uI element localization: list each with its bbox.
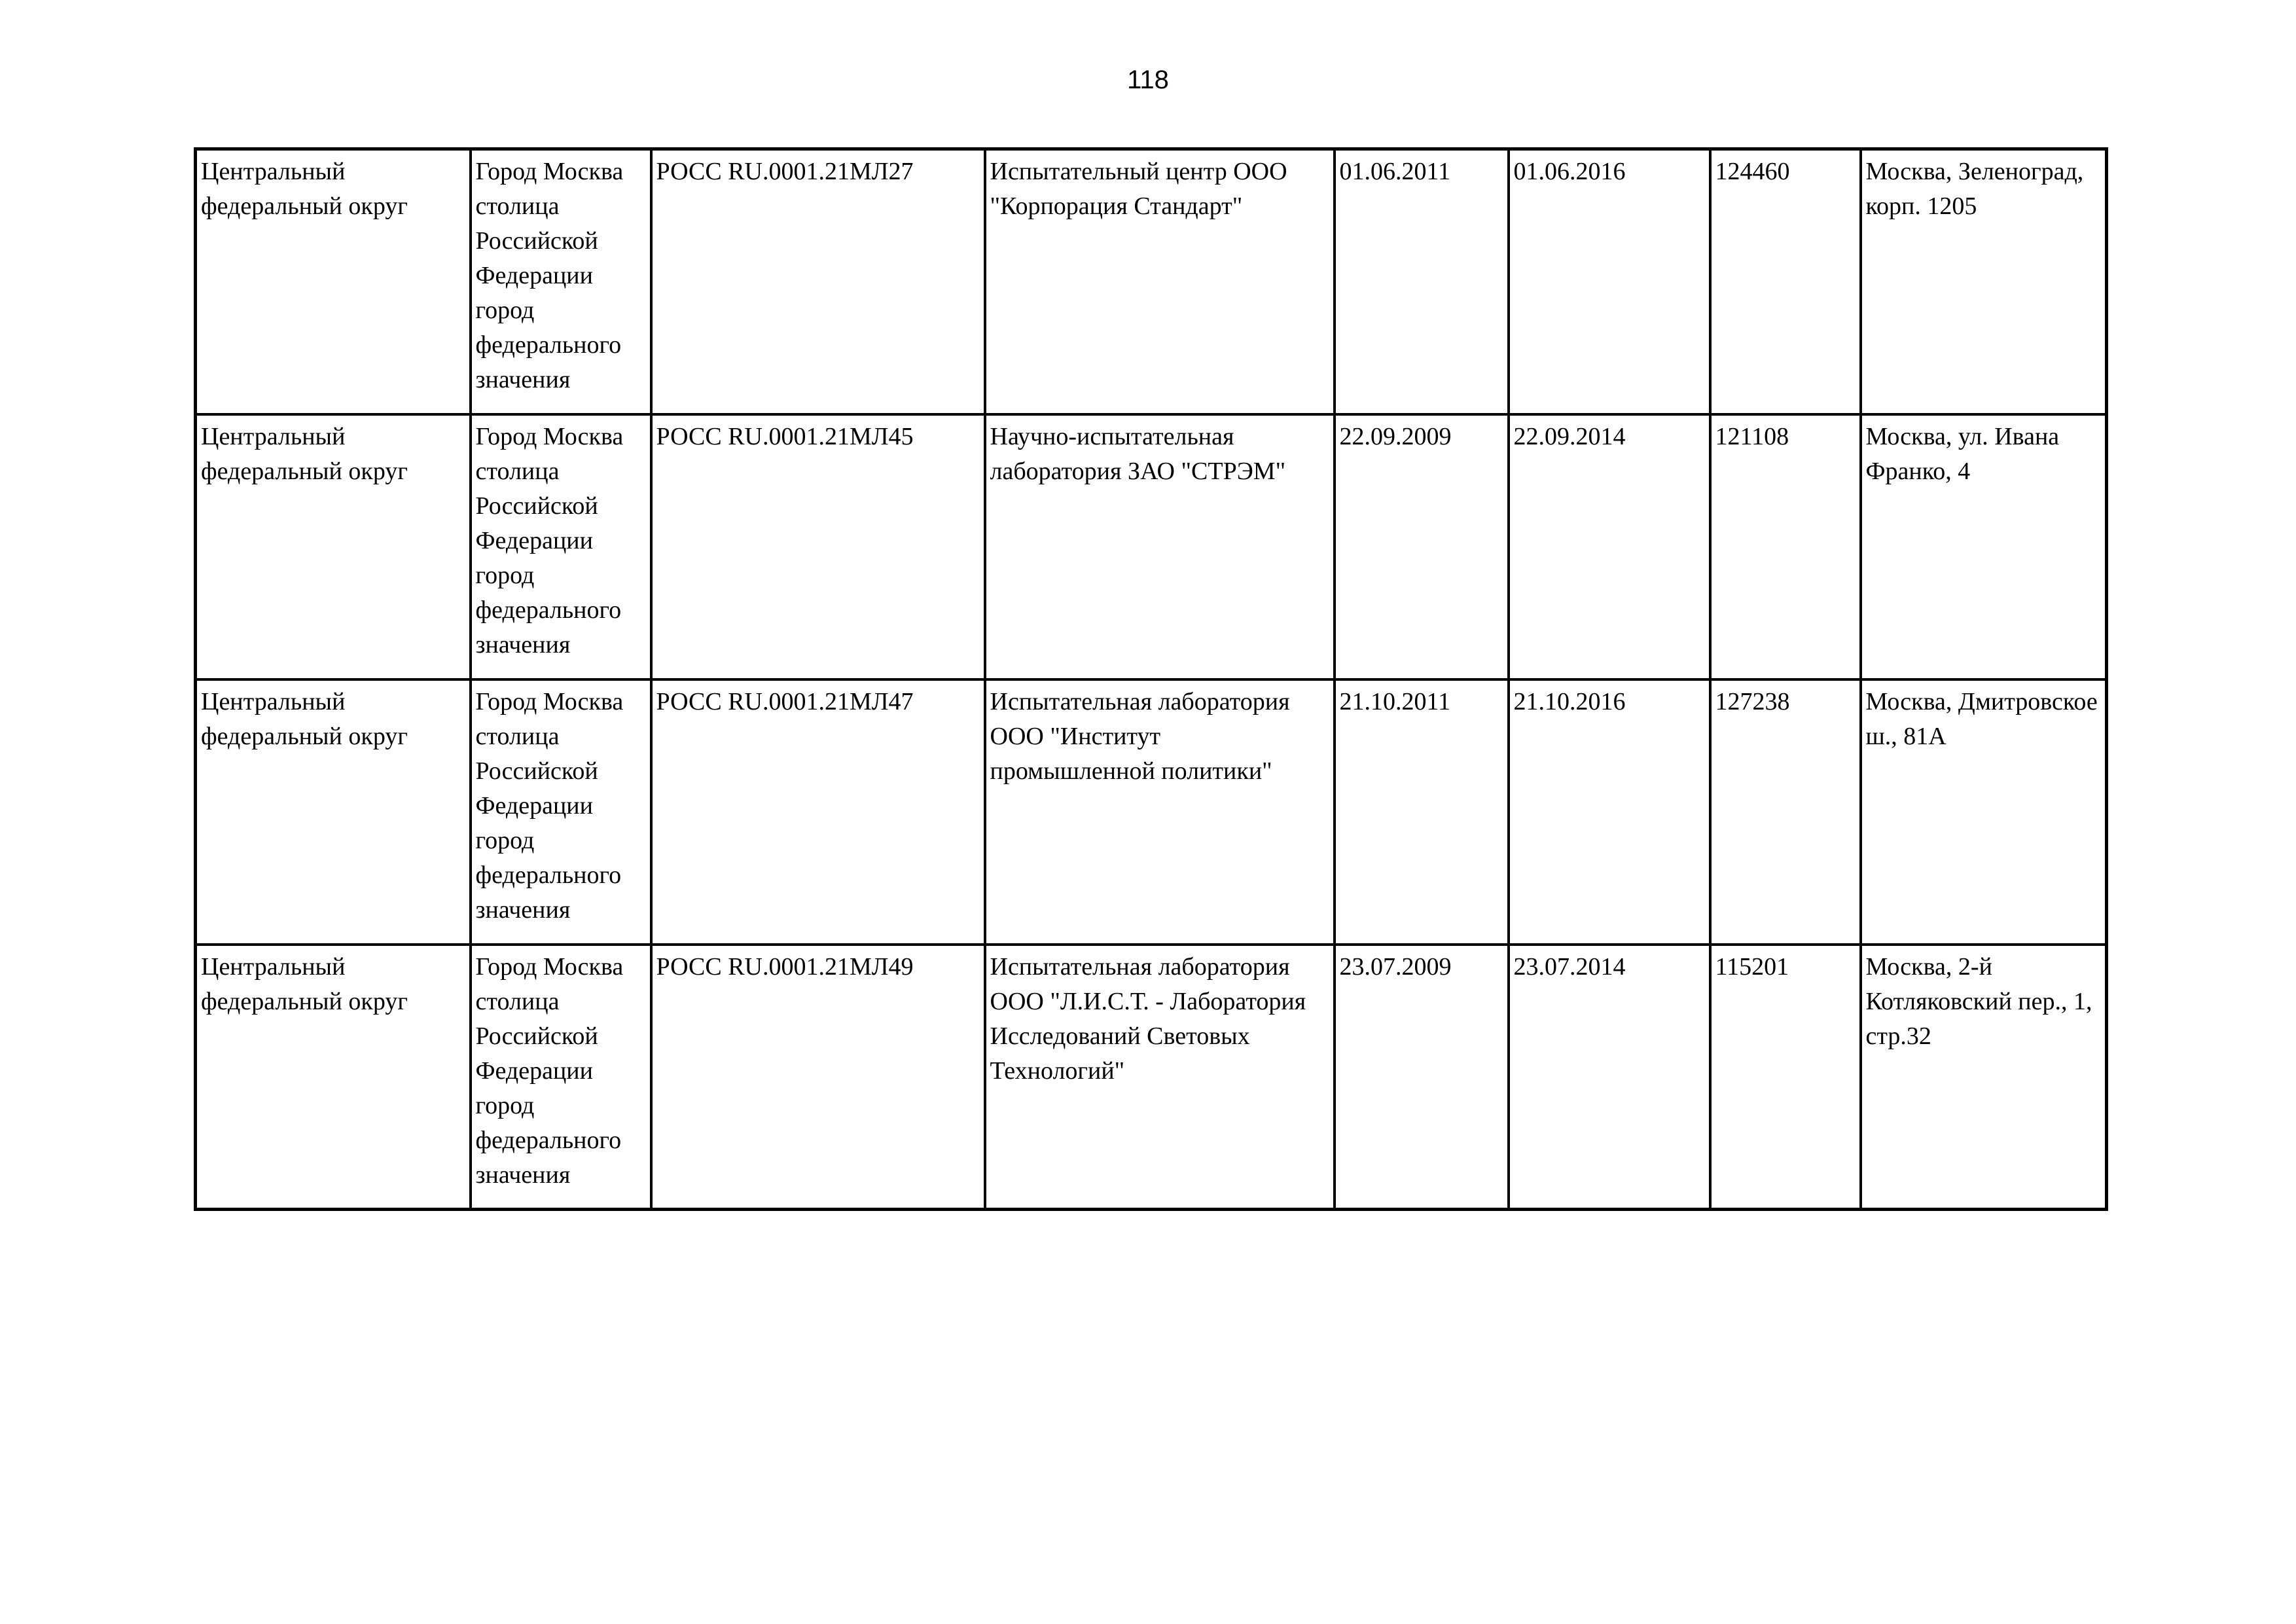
region-cell: Город Москва столица Российской Федерации город федерального значения — [471, 414, 651, 679]
postcode-cell: 127238 — [1710, 679, 1861, 945]
address-cell: Москва, Зеленоград, корп. 1205 — [1861, 149, 2107, 414]
district-cell: Центральный федеральный округ — [196, 945, 471, 1210]
lab-name-cell: Испытательный центр ООО "Корпорация Стандарт" — [985, 149, 1335, 414]
district-cell: Центральный федеральный округ — [196, 679, 471, 945]
table-row — [196, 149, 2107, 414]
date-from-cell: 23.07.2009 — [1335, 945, 1509, 1210]
region-cell: Город Москва столица Российской Федерации город федерального значения — [471, 945, 651, 1210]
postcode-cell: 124460 — [1710, 149, 1861, 414]
date-from-cell: 22.09.2009 — [1335, 414, 1509, 679]
address-cell: Москва, ул. Ивана Франко, 4 — [1861, 414, 2107, 679]
date-to-cell: 23.07.2014 — [1509, 945, 1710, 1210]
reg-number-cell: РОСС RU.0001.21МЛ27 — [651, 149, 985, 414]
address-cell: Москва, Дмитровское ш., 81А — [1861, 679, 2107, 945]
page-number: 118 — [1127, 65, 1169, 94]
registry-table — [194, 147, 2108, 1211]
table-row — [196, 679, 2107, 945]
reg-number-cell: РОСС RU.0001.21МЛ45 — [651, 414, 985, 679]
date-from-cell: 01.06.2011 — [1335, 149, 1509, 414]
table-row — [196, 414, 2107, 679]
postcode-cell: 115201 — [1710, 945, 1861, 1210]
date-to-cell: 22.09.2014 — [1509, 414, 1710, 679]
district-cell: Центральный федеральный округ — [196, 149, 471, 414]
postcode-cell: 121108 — [1710, 414, 1861, 679]
region-cell: Город Москва столица Российской Федерации город федерального значения — [471, 149, 651, 414]
reg-number-cell: РОСС RU.0001.21МЛ47 — [651, 679, 985, 945]
table-row — [196, 945, 2107, 1210]
lab-name-cell: Испытательная лаборатория ООО "Л.И.С.Т. - Лаборатория Исследований Световых Технологий" — [985, 945, 1335, 1210]
region-cell: Город Москва столица Российской Федерации город федерального значения — [471, 679, 651, 945]
lab-name-cell: Научно-испытательная лаборатория ЗАО "СТРЭМ" — [985, 414, 1335, 679]
date-from-cell: 21.10.2011 — [1335, 679, 1509, 945]
date-to-cell: 21.10.2016 — [1509, 679, 1710, 945]
address-cell: Москва, 2-й Котляковский пер., 1, стр.32 — [1861, 945, 2107, 1210]
date-to-cell: 01.06.2016 — [1509, 149, 1710, 414]
district-cell: Центральный федеральный округ — [196, 414, 471, 679]
lab-name-cell: Испытательная лаборатория ООО "Институт промышленной политики" — [985, 679, 1335, 945]
reg-number-cell: РОСС RU.0001.21МЛ49 — [651, 945, 985, 1210]
